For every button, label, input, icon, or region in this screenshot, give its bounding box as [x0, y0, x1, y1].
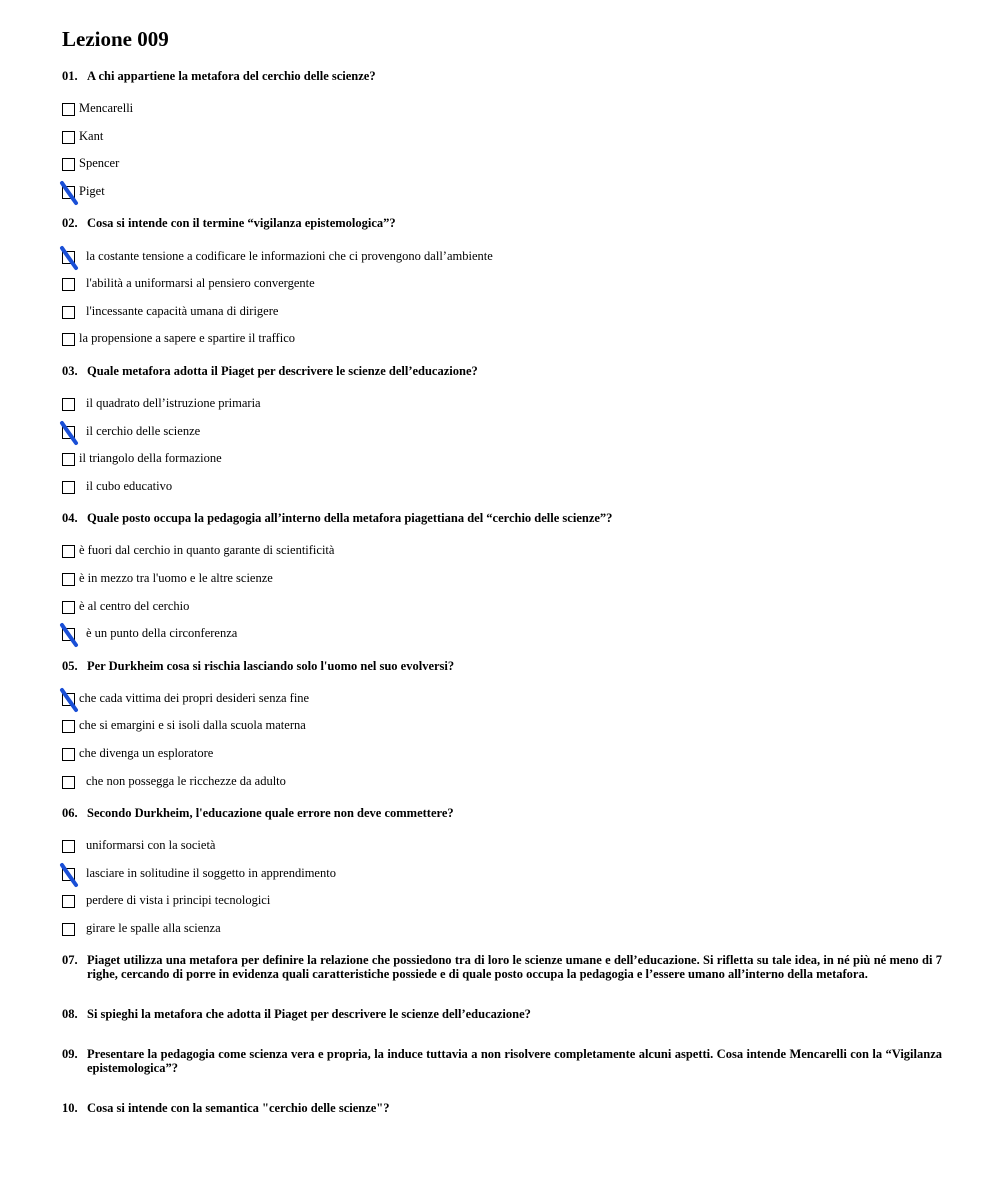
question-number: 07. [62, 953, 78, 968]
question-text: Quale metafora adotta il Piaget per descrivere le scienze dell’educazione? [87, 363, 478, 378]
answer-checkbox[interactable] [62, 251, 75, 264]
question-text: A chi appartiene la metafora del cerchio delle scienze? [87, 69, 376, 83]
question-text: Cosa si intende con la semantica "cerchio delle scienze"? [87, 1101, 390, 1116]
answer-label: girare le spalle alla scienza [86, 920, 221, 935]
answer-checkbox[interactable] [62, 278, 75, 291]
answer-option[interactable] [62, 123, 942, 151]
question-5 [62, 659, 942, 806]
answer-option[interactable] [62, 390, 942, 418]
question-spacer [62, 353, 942, 364]
handwritten-check-mark [59, 180, 81, 206]
answer-checkbox[interactable] [62, 748, 75, 761]
answer-option[interactable] [62, 417, 942, 445]
question-text: Quale posto occupa la pedagogia all’interno della metafora piagettiana del “cerchio delle scienze”? [87, 511, 613, 526]
answer-label: il quadrato dell’istruzione primaria [86, 396, 261, 411]
answer-label: l'incessante capacità umana di dirigere [86, 303, 279, 318]
question-heading [62, 806, 942, 820]
answer-checkbox[interactable] [62, 103, 75, 116]
question-text: Per Durkheim cosa si rischia lasciando solo l'uomo nel suo evolversi? [87, 658, 455, 673]
answer-checkbox[interactable] [62, 398, 75, 411]
question-6 [62, 806, 942, 953]
answer-checkbox[interactable] [62, 573, 75, 586]
answer-checkbox[interactable] [62, 333, 75, 346]
question-text: Piaget utilizza una metafora per definire la relazione che possiedono tra di loro le scienze umane e dell’educazione. Si rifletta su tale idea, in né più né meno di 7 righe, cercando di porre in evidenza quali caratteristiche possiede e di quale posto occupa la pedagogia e l’essere umano all’interno della metafora. [87, 953, 942, 982]
question-text: Presentare la pedagogia come scienza vera e propria, la induce tuttavia a non risolvere completamente alcuni aspetti. Cosa intende Mencarelli con la “Vigilanza epistemologica”? [87, 1047, 942, 1076]
answer-checkbox[interactable] [62, 453, 75, 466]
answer-option[interactable] [62, 95, 942, 123]
answer-checkbox[interactable] [62, 628, 75, 641]
answer-checkbox[interactable] [62, 186, 75, 199]
answer-option[interactable] [62, 620, 942, 648]
handwritten-check-mark [59, 245, 81, 271]
answer-option[interactable] [62, 150, 942, 178]
answer-checkbox[interactable] [62, 601, 75, 614]
question-heading [62, 659, 942, 673]
answer-option[interactable] [62, 298, 942, 326]
question-spacer [62, 942, 942, 953]
answer-option[interactable] [62, 887, 942, 915]
answer-option[interactable] [62, 178, 942, 206]
answer-option[interactable] [62, 767, 942, 795]
question-spacer [62, 648, 942, 659]
question-number: 02. [62, 216, 78, 231]
handwritten-check-mark [59, 862, 81, 888]
question-spacer [62, 795, 942, 806]
answer-option[interactable] [62, 592, 942, 620]
open-question-9 [62, 1047, 942, 1075]
question-number: 06. [62, 805, 78, 820]
answer-option[interactable] [62, 915, 942, 943]
question-2 [62, 216, 942, 363]
document-page [62, 26, 942, 1115]
answer-label: il cerchio delle scienze [86, 423, 201, 438]
handwritten-check-mark [59, 687, 81, 713]
answer-label: Mencarelli [79, 101, 134, 116]
question-heading [62, 511, 942, 525]
answer-label: è fuori dal cerchio in quanto garante di scientificità [79, 543, 335, 558]
question-text: Cosa si intende con il termine “vigilanza epistemologica”? [87, 216, 396, 231]
question-spacer [62, 500, 942, 511]
question-number: 10. [62, 1101, 78, 1116]
answer-checkbox[interactable] [62, 895, 75, 908]
answer-label: il cubo educativo [86, 478, 173, 493]
answer-checkbox[interactable] [62, 868, 75, 881]
answer-label: che si emargini e si isoli dalla scuola materna [79, 718, 306, 733]
answer-label: il triangolo della formazione [79, 451, 222, 466]
answer-option[interactable] [62, 242, 942, 270]
question-number: 08. [62, 1007, 78, 1022]
question-number: 09. [62, 1047, 78, 1062]
answer-label: uniformarsi con la società [86, 838, 216, 853]
open-question-7 [62, 953, 942, 981]
answer-label: che divenga un esploratore [79, 745, 214, 760]
answer-option[interactable] [62, 445, 942, 473]
answer-label: la propensione a sapere e spartire il traffico [79, 331, 295, 346]
answer-label: che cada vittima dei propri desideri senza fine [79, 690, 310, 705]
answer-label: è un punto della circonferenza [86, 626, 238, 641]
multiple-choice-section [62, 69, 942, 953]
answer-label: è al centro del cerchio [79, 598, 190, 613]
answer-label: Piget [79, 184, 105, 199]
handwritten-check-mark [59, 420, 81, 446]
answer-option[interactable] [62, 740, 942, 768]
answer-checkbox[interactable] [62, 693, 75, 706]
answer-checkbox[interactable] [62, 306, 75, 319]
answer-checkbox[interactable] [62, 158, 75, 171]
answer-option[interactable] [62, 859, 942, 887]
question-heading [62, 216, 942, 230]
answer-checkbox[interactable] [62, 776, 75, 789]
question-number: 01. [62, 69, 78, 83]
question-1 [62, 69, 942, 216]
open-questions-section [62, 953, 942, 1115]
answer-option[interactable] [62, 537, 942, 565]
answer-checkbox[interactable] [62, 923, 75, 936]
question-text: Si spieghi la metafora che adotta il Piaget per descrivere le scienze dell’educazione? [87, 1007, 531, 1022]
page-title: Lezione 009 [62, 27, 169, 51]
answer-checkbox[interactable] [62, 131, 75, 144]
handwritten-check-mark [59, 622, 81, 648]
answer-checkbox[interactable] [62, 545, 75, 558]
question-number: 04. [62, 511, 78, 526]
answer-label: la costante tensione a codificare le informazioni che ci provengono dall’ambiente [86, 248, 493, 263]
answer-label: lasciare in solitudine il soggetto in apprendimento [86, 865, 336, 880]
question-4 [62, 511, 942, 658]
question-number: 03. [62, 363, 78, 378]
open-question-10 [62, 1101, 942, 1115]
question-3 [62, 364, 942, 511]
answer-label: perdere di vista i principi tecnologici [86, 893, 271, 908]
question-number: 05. [62, 658, 78, 673]
question-spacer [62, 205, 942, 216]
answer-label: Spencer [79, 156, 120, 171]
answer-option[interactable] [62, 270, 942, 298]
question-heading [62, 364, 942, 378]
answer-option[interactable] [62, 685, 942, 713]
answer-checkbox[interactable] [62, 426, 75, 439]
answer-option[interactable] [62, 565, 942, 593]
answer-checkbox[interactable] [62, 481, 75, 494]
answer-label: che non possegga le ricchezze da adulto [86, 773, 286, 788]
answer-option[interactable] [62, 473, 942, 501]
answer-checkbox[interactable] [62, 840, 75, 853]
answer-label: Kant [79, 128, 104, 143]
answer-label: è in mezzo tra l'uomo e le altre scienze [79, 571, 273, 586]
answer-checkbox[interactable] [62, 720, 75, 733]
question-text: Secondo Durkheim, l'educazione quale errore non deve commettere? [87, 805, 454, 820]
answer-option[interactable] [62, 325, 942, 353]
open-question-8 [62, 1007, 942, 1021]
question-heading [62, 69, 942, 83]
answer-label: l'abilità a uniformarsi al pensiero convergente [86, 276, 315, 291]
answer-option[interactable] [62, 712, 942, 740]
answer-option[interactable] [62, 832, 942, 860]
